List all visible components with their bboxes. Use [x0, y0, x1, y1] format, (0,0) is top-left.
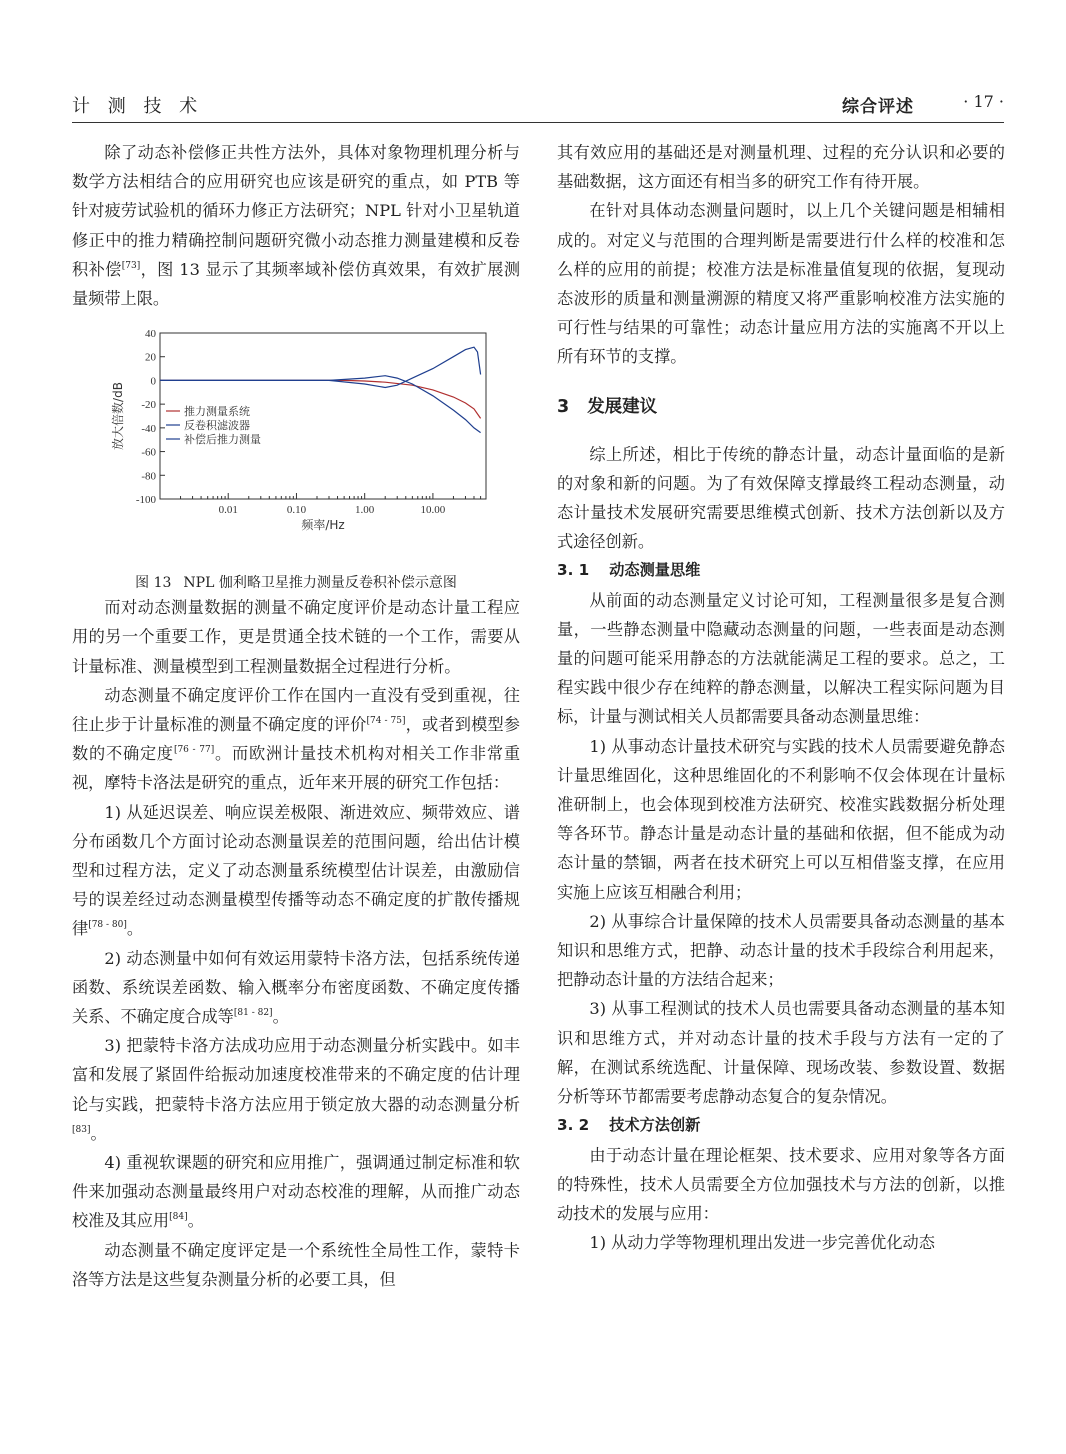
list-item: 1) 从动力学等物理机理出发进一步完善优化动态	[589, 1233, 935, 1253]
citation: [76 - 77]	[173, 745, 215, 756]
x-axis-label: 频率/Hz	[301, 518, 345, 533]
figure-13	[72, 321, 520, 573]
subsection-heading: 3. 1 动态测量思维	[557, 561, 701, 580]
journal-title: 计 测 技 术	[72, 96, 204, 117]
x-tick-label: 10.00	[420, 504, 446, 517]
y-tick-label: 0	[150, 375, 156, 388]
list-item: 1) 从延迟误差、响应误差极限、渐进效应、频带效应、谱分布函数几个方面讨论动态测量误差的范围问题，给出估计模型和过程方法，定义了动态测量系统模型估计误差，由激励信号的误差经过动态测量模型传播等动态不确定度的扩散传播规律[78 - 80]。	[72, 802, 520, 939]
subsection-heading: 3. 2 技术方法创新	[557, 1116, 701, 1135]
header-rule	[72, 122, 1004, 123]
right-column	[557, 138, 1005, 1257]
list-item: 2) 从事综合计量保障的技术人员需要具备动态测量的基本知识和思维方式，把静、动态计量的技术手段综合利用起来，把静动态计量的方法结合起来；	[557, 911, 1005, 990]
list-item: 3) 把蒙特卡洛方法成功应用于动态测量分析实践中。如丰富和发展了紧固件给振动加速度校准带来的不确定度的估计理论与实践，把蒙特卡洛方法应用于锁定放大器的动态测量分析[83]。	[72, 1036, 520, 1143]
paragraph: 除了动态补偿修正共性方法外，具体对象物理机理分析与数学方法相结合的应用研究也应该是研究的重点，如 PTB 等针对疲劳试验机的循环力修正方法研究；NPL 针对小卫星轨道修正中的推力精确控制问题研究微小动态推力测量建模和反卷积补偿[73]，图 13 显示了其频率域补偿仿真效果，有效扩展测量频带上限。	[72, 143, 521, 309]
paragraph: 综上所述，相比于传统的静态计量，动态计量面临的是新的对象和新的问题。为了有效保障支撑最终工程动态测量，动态计量技术发展研究需要思维模式创新、技术方法创新以及方式途径创新。	[557, 444, 1005, 552]
citation: [81 - 82]	[233, 1008, 273, 1019]
x-tick-label: 1.00	[355, 504, 375, 517]
y-tick-label: -100	[135, 494, 156, 507]
left-column	[72, 138, 520, 1294]
y-tick-label: 20	[145, 351, 156, 364]
y-tick-label: 40	[145, 328, 156, 341]
y-tick-label: -40	[141, 423, 156, 436]
paragraph: 其有效应用的基础还是对测量机理、过程的充分认识和必要的基础数据，这方面还有相当多的研究工作有待开展。	[557, 143, 1005, 192]
list-item: 2) 动态测量中如何有效运用蒙特卡洛方法，包括系统传递函数、系统误差函数、输入概率分布密度函数、不确定度传播关系、不确定度合成等[81 - 82]。	[72, 948, 520, 1027]
section-heading: 3 发展建议	[557, 396, 658, 417]
paragraph: 动态测量不确定度评定是一个系统性全局性工作，蒙特卡洛等方法是这些复杂测量分析的必要工具，但	[72, 1240, 520, 1289]
series-line	[160, 347, 481, 387]
legend-entry: 反卷积滤波器	[184, 419, 250, 433]
citation: [84]	[169, 1212, 188, 1223]
paragraph: 在针对具体动态测量问题时，以上几个关键问题是相辅相成的。对定义与范围的合理判断是需要进行什么样的校准和怎么样的应用的前提；校准方法是标准量值复现的依据，复现动态波形的质量和测量溯源的精度又将严重影响校准方法实施的可行性与结果的可靠性；动态计量应用方法的实施离不开以上所有环节的支撑。	[557, 201, 1005, 367]
y-axis-label: 放大倍数/dB	[111, 382, 125, 451]
x-tick-label: 0.10	[286, 504, 307, 517]
running-header	[72, 88, 1004, 118]
section-name: 综合评述	[842, 97, 914, 117]
list-item: 4) 重视软课题的研究和应用推广，强调通过制定标准和软件来加强动态测量最终用户对动态校准的理解，从而推广动态校准及其应用[84]。	[72, 1153, 520, 1231]
legend-entry: 补偿后推力测量	[184, 433, 261, 447]
list-item: 1) 从事动态计量技术研究与实践的技术人员需要避免静态计量思维固化，这种思维固化的不利影响不仅会体现在计量标准研制上，也会体现到校准方法研究、校准实践数据分析处理等各环节。静态计量是动态计量的基础和依据，但不能成为动态计量的禁锢，两者在技术研究上可以互相借鉴支撑，在应用实施上应该互相融合利用；	[557, 736, 1005, 902]
y-tick-label: -20	[141, 399, 156, 412]
citation: [78 - 80]	[88, 920, 127, 931]
y-tick-label: -60	[141, 446, 156, 459]
paragraph: 动态测量不确定度评价工作在国内一直没有受到重视，往往止步于计量标准的测量不确定度的评价[74 - 75]，或者到模型参数的不确定度[76 - 77]。而欧洲计量技术机构对相关工作非常重视，摩特卡洛法是研究的重点，近年来开展的研究工作包括：	[72, 685, 521, 793]
page-number: · 17 ·	[963, 92, 1004, 111]
citation: [74 - 75]	[366, 716, 406, 727]
citation: [83]	[72, 1124, 91, 1135]
x-tick-label: 0.01	[218, 504, 238, 517]
citation: [73]	[121, 260, 141, 271]
chart	[98, 321, 508, 573]
paragraph: 从前面的动态测量定义讨论可知，工程测量很多是复合测量，一些静态测量中隐藏动态测量的问题，一些表面是动态测量的问题可能采用静态的方法就能满足工程的要求。总之，工程实践中很少存在纯粹的静态测量，以解决工程实际问题为目标，计量与测试相关人员都需要具备动态测量思维：	[557, 590, 1005, 727]
legend-entry: 推力测量系统	[184, 405, 250, 419]
paragraph: 而对动态测量数据的测量不确定度评价是动态计量工程应用的另一个重要工作，更是贯通全技术链的一个工作，需要从计量标准、测量模型到工程测量数据全过程进行分析。	[72, 598, 520, 676]
figure-caption: 图 13 NPL 伽利略卫星推力测量反卷积补偿示意图	[135, 575, 457, 592]
y-tick-label: -80	[141, 470, 156, 483]
paragraph: 由于动态计量在理论框架、技术要求、应用对象等各方面的特殊性，技术人员需要全方位加强技术与方法的创新，以推动技术的发展与应用：	[557, 1145, 1005, 1223]
list-item: 3) 从事工程测试的技术人员也需要具备动态测量的基本知识和思维方式，并对动态计量的技术手段与方法有一定的了解，在测试系统选配、计量保障、现场改装、参数设置、数据分析等环节都需要考虑静动态复合的复杂情况。	[557, 999, 1005, 1107]
